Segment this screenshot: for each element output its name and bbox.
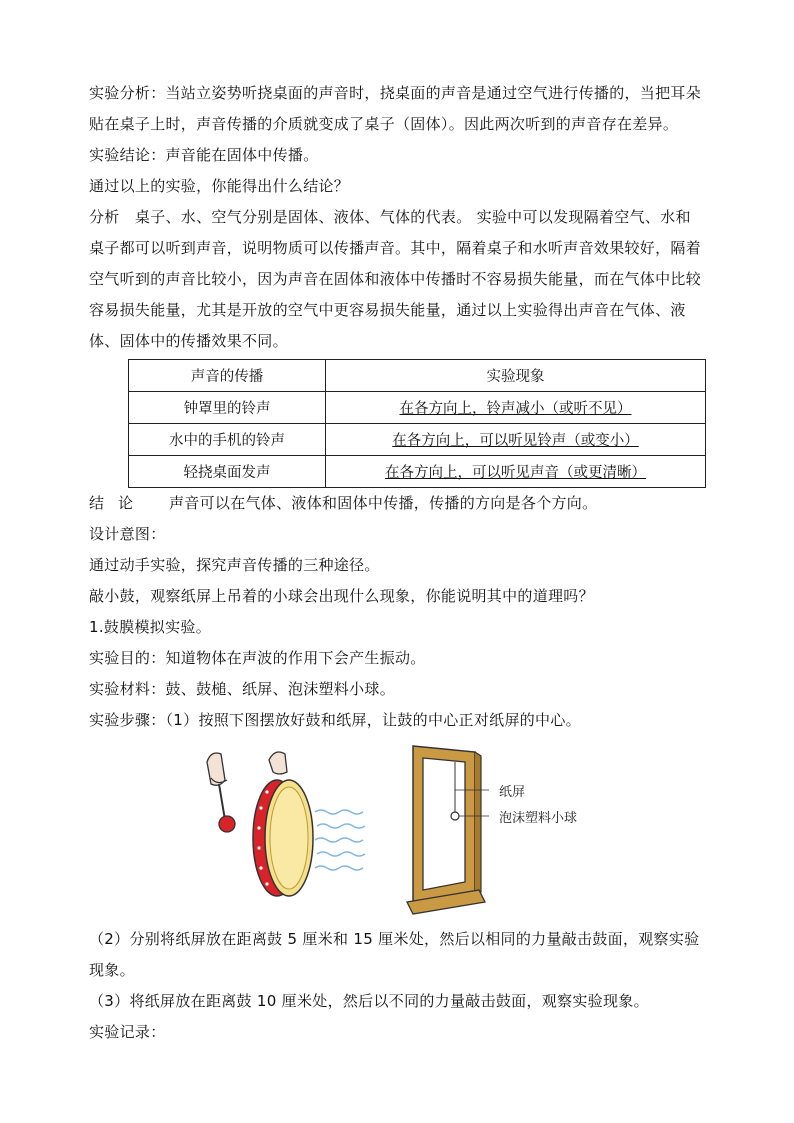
table-cell-underlined: 在各方向上，可以听见铃声（或变小） bbox=[392, 433, 639, 449]
question-paragraph: 通过以上的实验，你能得出什么结论？ bbox=[89, 177, 350, 195]
design-intent-heading: 设计意图： bbox=[89, 525, 166, 543]
experiment-step-2: （2）分别将纸屏放在距离鼓 5 厘米和 15 厘米处，然后以相同的力量敲击鼓面，观察实验现象。 bbox=[89, 930, 700, 979]
document-page bbox=[89, 78, 705, 1048]
hand-with-drumstick-icon bbox=[207, 753, 235, 832]
table-cell: 水中的手机的铃声 bbox=[129, 424, 326, 456]
table-row bbox=[129, 424, 706, 456]
table-cell-underlined: 在各方向上，铃声减小（或听不见） bbox=[399, 401, 632, 417]
analysis-long-paragraph: 分析 桌子、水、空气分别是固体、液体、气体的代表。 实验中可以发现隔着空气、水和桌子都可以听到声音，说明物质可以传播声音。其中，隔着桌子和水听声音效果较好，隔着空气听到的声音比较小，因为声音在固体和液体中传播时不容易损失能量，而在气体中比较容易损失能量，尤其是开放的空气中更容易损失能量，通过以上实验得出声音在气体、液体、固体中的传播效果不同。 bbox=[89, 208, 702, 350]
table-cell bbox=[326, 456, 706, 488]
table-cell bbox=[326, 424, 706, 456]
conclusion-line bbox=[89, 488, 705, 519]
experiment-materials: 实验材料：鼓、鼓槌、纸屏、泡沫塑料小球。 bbox=[89, 680, 396, 698]
experiment-record-heading: 实验记录： bbox=[89, 1023, 166, 1041]
experiment-purpose: 实验目的：知道物体在声波的作用下会产生振动。 bbox=[89, 649, 426, 667]
design-intent-text: 通过动手实验，探究声音传播的三种途径。 bbox=[89, 556, 380, 574]
sound-wave-icon bbox=[315, 810, 365, 870]
drum-question: 敲小鼓，观察纸屏上吊着的小球会出现什么现象，你能说明其中的道理吗？ bbox=[89, 587, 594, 605]
experiment-title: 1.鼓膜模拟实验。 bbox=[89, 618, 212, 636]
conclusion-solid-paragraph: 实验结论：声音能在固体中传播。 bbox=[89, 146, 319, 164]
analysis-paragraph: 实验分析：当站立姿势听挠桌面的声音时，挠桌面的声音是通过空气进行传播的，当把耳朵贴在桌子上时，声音传播的介质就变成了桌子（固体）。因此两次听到的声音存在差异。 bbox=[89, 84, 702, 133]
sound-propagation-table bbox=[128, 359, 706, 488]
table-header-row bbox=[129, 360, 706, 392]
table-row bbox=[129, 456, 706, 488]
experiment-step-1: 实验步骤：（1）按照下图摆放好鼓和纸屏，让鼓的中心正对纸屏的中心。 bbox=[89, 711, 581, 729]
table-cell: 轻挠桌面发声 bbox=[129, 456, 326, 488]
drum-illustration bbox=[89, 742, 705, 920]
experiment-step-3: （3）将纸屏放在距离鼓 10 厘米处，然后以不同的力量敲击鼓面，观察实验现象。 bbox=[89, 992, 649, 1010]
table-header: 声音的传播 bbox=[129, 360, 326, 392]
drum-experiment-figure bbox=[89, 742, 705, 920]
table-cell bbox=[326, 392, 706, 424]
paper-screen-icon bbox=[407, 746, 489, 914]
paper-screen-label: 纸屏 bbox=[499, 785, 526, 800]
table-header: 实验现象 bbox=[326, 360, 706, 392]
conclusion-label: 结论 bbox=[89, 494, 148, 512]
table-cell-underlined: 在各方向上，可以听见声音（或更清晰） bbox=[385, 465, 646, 481]
conclusion-text: 声音可以在气体、液体和固体中传播，传播的方向是各个方向。 bbox=[169, 494, 598, 512]
foam-ball-label: 泡沫塑料小球 bbox=[499, 811, 578, 826]
table-cell: 钟罩里的铃声 bbox=[129, 392, 326, 424]
drum-icon bbox=[253, 752, 313, 896]
table-row bbox=[129, 392, 706, 424]
